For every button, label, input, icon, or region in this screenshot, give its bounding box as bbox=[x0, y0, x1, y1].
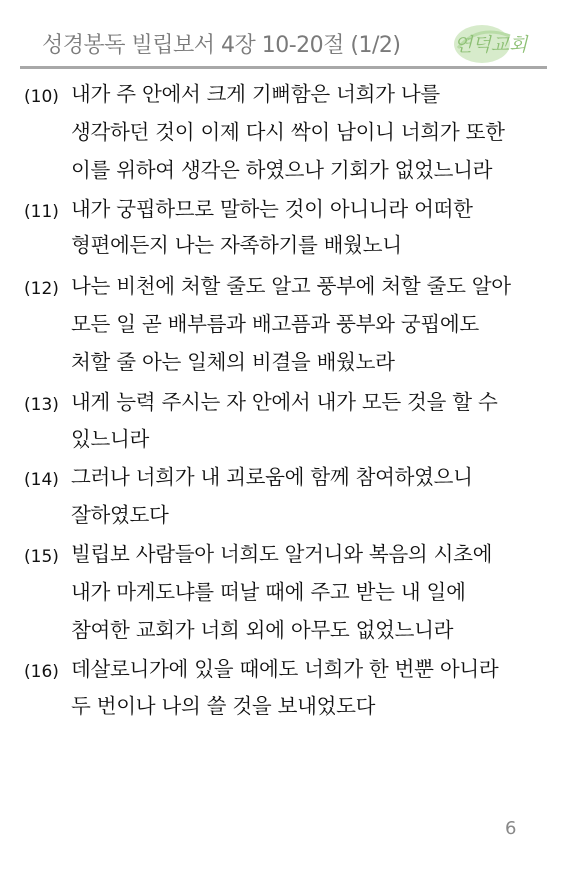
verse-line: 이를 위하여 생각은 하였으나 기회가 없었느니라 bbox=[71, 158, 493, 182]
verse-number: (13) bbox=[24, 395, 59, 415]
page-title: 성경봉독 빌립보서 4장 10-20절 (1/2) bbox=[42, 33, 401, 58]
verse-number: (15) bbox=[24, 547, 59, 567]
church-logo bbox=[448, 18, 552, 66]
verse-line: 잘하였도다 bbox=[71, 503, 169, 527]
page-number: 6 bbox=[505, 818, 517, 839]
verse-line: 참여한 교회가 너희 외에 아무도 없었느니라 bbox=[71, 618, 454, 642]
verse-line: 두 번이나 나의 쓸 것을 보내었도다 bbox=[71, 694, 376, 718]
verse-line: 내가 마게도냐를 떠날 때에 주고 받는 내 일에 bbox=[71, 580, 466, 604]
verse-line: 데살로니가에 있을 때에도 너희가 한 번뿐 아니라 bbox=[71, 657, 499, 681]
verse-line: 그러나 너희가 내 괴로움에 함께 참여하였으니 bbox=[71, 465, 473, 489]
verse-number: (14) bbox=[24, 470, 59, 490]
verse-line: 모든 일 곧 배부름과 배고픔과 풍부와 궁핍에도 bbox=[71, 312, 479, 336]
header-divider bbox=[20, 66, 547, 69]
svg-text:연덕교회: 연덕교회 bbox=[454, 34, 528, 56]
verse-line: 내게 능력 주시는 자 안에서 내가 모든 것을 할 수 bbox=[71, 390, 498, 414]
verse-line: 내가 주 안에서 크게 기뻐함은 너희가 나를 bbox=[71, 82, 440, 106]
verse-line: 나는 비천에 처할 줄도 알고 풍부에 처할 줄도 알아 bbox=[71, 274, 511, 298]
verse-number: (16) bbox=[24, 662, 59, 682]
verse-line: 처할 줄 아는 일체의 비결을 배웠노라 bbox=[71, 350, 395, 374]
verse-line: 빌립보 사람들아 너희도 알거니와 복음의 시초에 bbox=[71, 542, 493, 566]
verse-number: (10) bbox=[24, 87, 59, 107]
verse-line: 내가 궁핍하므로 말하는 것이 아니니라 어떠한 bbox=[71, 197, 473, 221]
slide-header bbox=[0, 0, 567, 80]
verse-line: 형편에든지 나는 자족하기를 배웠노니 bbox=[71, 233, 402, 257]
verse-line: 생각하던 것이 이제 다시 싹이 남이니 너희가 또한 bbox=[71, 120, 505, 144]
verse-number: (12) bbox=[24, 279, 59, 299]
verse-line: 있느니라 bbox=[71, 427, 150, 451]
verse-number: (11) bbox=[24, 202, 59, 222]
